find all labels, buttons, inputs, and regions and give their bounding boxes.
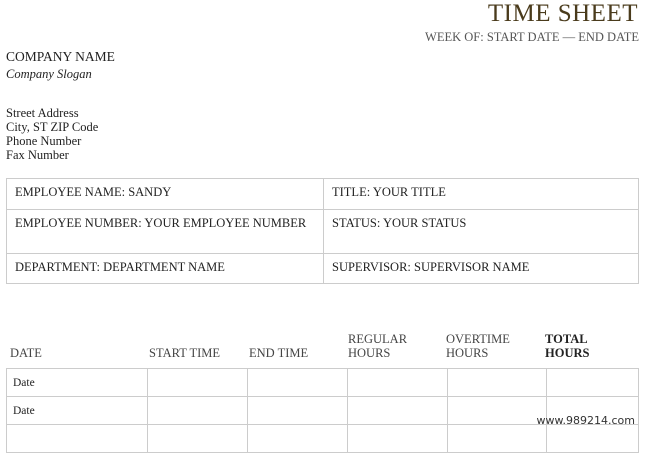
page-title: TIME SHEET: [487, 0, 638, 27]
table-row: [7, 425, 639, 453]
end-time-cell[interactable]: [248, 425, 348, 453]
watermark: www.989214.com: [536, 414, 635, 427]
total-hours-cell[interactable]: [547, 369, 639, 397]
employee-number[interactable]: EMPLOYEE NUMBER: YOUR EMPLOYEE NUMBER: [7, 210, 324, 254]
timesheet-table: [6, 368, 639, 453]
regular-hours-cell[interactable]: [348, 369, 448, 397]
table-row: [7, 369, 639, 397]
overtime-hours-cell[interactable]: [448, 397, 547, 425]
column-total-hours: TOTAL HOURS: [545, 332, 590, 360]
total-hours-cell[interactable]: [547, 425, 639, 453]
date-cell[interactable]: Date: [7, 397, 148, 425]
date-cell[interactable]: Date: [7, 369, 148, 397]
column-end-time: END TIME: [249, 346, 309, 360]
company-slogan: Company Slogan: [6, 67, 92, 81]
fax-number: Fax Number: [6, 148, 69, 162]
week-of: WEEK OF: START DATE — END DATE: [425, 30, 639, 44]
street-address: Street Address: [6, 106, 79, 120]
end-time-cell[interactable]: [248, 369, 348, 397]
start-time-cell[interactable]: [148, 397, 248, 425]
regular-hours-cell[interactable]: [348, 425, 448, 453]
column-date: DATE: [10, 346, 42, 360]
city-state-zip: City, ST ZIP Code: [6, 120, 99, 134]
employee-status[interactable]: STATUS: YOUR STATUS: [324, 210, 639, 254]
supervisor[interactable]: SUPERVISOR: SUPERVISOR NAME: [324, 254, 639, 284]
column-start-time: START TIME: [149, 346, 221, 360]
employee-title[interactable]: TITLE: YOUR TITLE: [324, 179, 639, 210]
column-overtime-hours: OVERTIME HOURS: [446, 332, 510, 360]
phone-number: Phone Number: [6, 134, 82, 148]
overtime-hours-cell[interactable]: [448, 369, 547, 397]
regular-hours-cell[interactable]: [348, 397, 448, 425]
start-time-cell[interactable]: [148, 369, 248, 397]
company-name: COMPANY NAME: [6, 49, 115, 64]
department[interactable]: DEPARTMENT: DEPARTMENT NAME: [7, 254, 324, 284]
timesheet-header: [6, 330, 639, 360]
overtime-hours-cell[interactable]: [448, 425, 547, 453]
employee-info-table: [6, 178, 639, 284]
start-time-cell[interactable]: [148, 425, 248, 453]
column-regular-hours: REGULAR HOURS: [348, 332, 408, 360]
date-cell[interactable]: [7, 425, 148, 453]
employee-name[interactable]: EMPLOYEE NAME: SANDY: [7, 179, 324, 210]
end-time-cell[interactable]: [248, 397, 348, 425]
